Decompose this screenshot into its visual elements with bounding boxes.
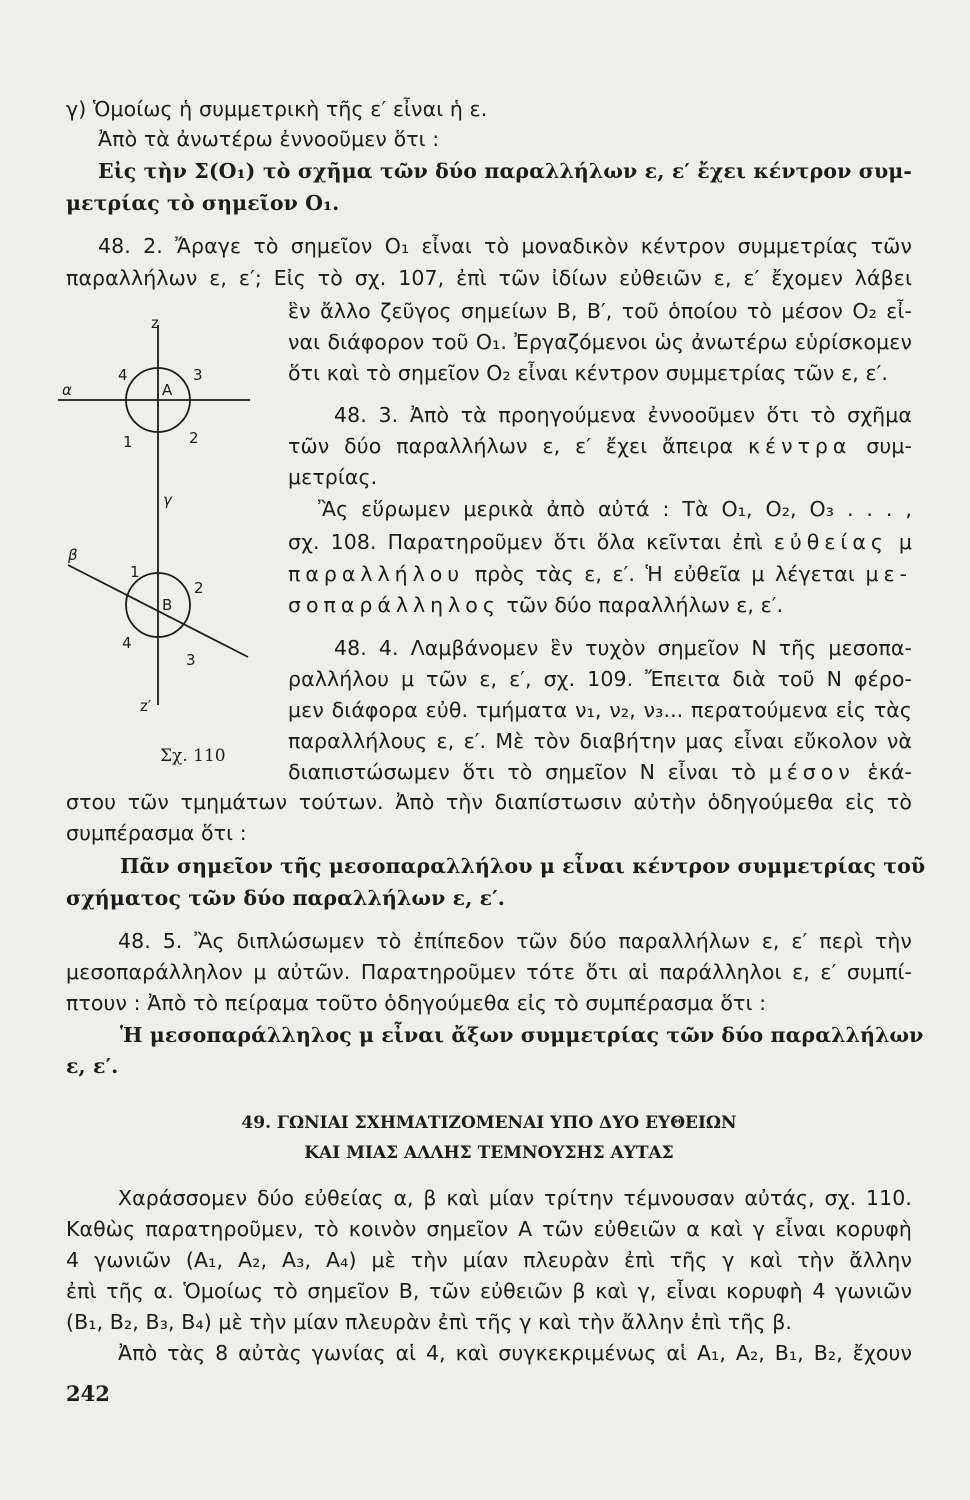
text-run: συμ- bbox=[851, 434, 913, 458]
text-line: στου τῶν τμημάτων τούτων. Ἀπὸ τὴν διαπίστωσιν αὐτὴν ὁδηγούμεθα εἰς τὸ bbox=[66, 790, 912, 814]
figure-110-diagram bbox=[50, 305, 280, 745]
text-line: ὅτι καὶ τὸ σημεῖον Ο₂ εἶναι κέντρον συμμετρίας τῶν ε, ε′. bbox=[288, 361, 889, 385]
text-line bbox=[288, 433, 912, 459]
spaced-term: μέσον bbox=[768, 760, 855, 784]
page-number: 242 bbox=[66, 1381, 110, 1406]
text-line: Χαράσσομεν δύο εὐθείας α, β καὶ μίαν τρίτην τέμνουσαν αὐτάς, σχ. 110. bbox=[118, 1186, 912, 1210]
text-run: σχ. 108. Παρατηροῦμεν ὅτι ὅλα κεῖνται ἐπὶ bbox=[288, 530, 774, 554]
section-48-2-line: 48. 2. Ἄραγε τὸ σημεῖον Ο₁ εἶναι τὸ μοναδικὸν κέντρον συμμετρίας τῶν bbox=[98, 234, 912, 258]
label-a2: 2 bbox=[189, 429, 199, 447]
text-line: ἐπὶ τῆς α. Ὁμοίως τὸ σημεῖον Β, τῶν εὐθειῶν β καὶ γ, εἶναι κορυφὴ 4 γωνιῶν bbox=[66, 1279, 912, 1303]
theorem-line: Πᾶν σημεῖον τῆς μεσοπαραλλήλου μ εἶναι κέντρον συμμετρίας τοῦ bbox=[120, 854, 926, 878]
section-48-4-line: 48. 4. Λαμβάνομεν ἓν τυχὸν σημεῖον Ν τῆς μεσοπα- bbox=[334, 636, 912, 660]
text-line: ναι διάφορον τοῦ Ο₁. Ἐργαζόμενοι ὡς ἀνωτέρω εὑρίσκομεν bbox=[288, 330, 912, 354]
section-49-heading: ΚΑΙ ΜΙΑΣ ΑΛΛΗΣ ΤΕΜΝΟΥΣΗΣ ΑΥΤΑΣ bbox=[304, 1143, 674, 1163]
spaced-term: κέντρα bbox=[747, 434, 852, 458]
theorem-line: Ἡ μεσοπαράλληλος μ εἶναι ἄξων συμμετρίας τῶν δύο παραλλήλων bbox=[120, 1023, 924, 1047]
theorem-line: ε, ε′. bbox=[66, 1054, 119, 1078]
text-line: παραλλήλους ε, ε′. Μὲ τὸν διαβήτην μας εἶναι εὔκολον νὰ bbox=[288, 729, 912, 753]
label-z-bottom: z′ bbox=[140, 697, 152, 715]
text-line bbox=[288, 561, 912, 587]
text-line: 4 γωνιῶν (Α₁, Α₂, Α₃, Α₄) μὲ τὴν μίαν πλευρὰν ἐπὶ τῆς γ καὶ τὴν ἄλλην bbox=[66, 1248, 912, 1272]
text-line bbox=[288, 529, 912, 555]
label-a4: 4 bbox=[118, 366, 128, 384]
label-alpha: α bbox=[62, 381, 72, 399]
label-beta: β bbox=[68, 546, 78, 564]
label-b4: 4 bbox=[122, 634, 132, 652]
label-b2: 2 bbox=[194, 579, 204, 597]
label-point-a: A bbox=[162, 381, 173, 399]
theorem-line: μετρίας τὸ σημεῖον Ο₁. bbox=[66, 191, 340, 215]
text-run: ἑκά- bbox=[854, 760, 912, 784]
text-line: ραλλήλου μ τῶν ε, ε′, σχ. 109. Ἔπειτα διὰ τοῦ Ν φέρο- bbox=[288, 667, 912, 691]
text-line: γ) Ὁμοίως ἡ συμμετρικὴ τῆς ε′ εἶναι ἡ ε. bbox=[66, 97, 488, 121]
spaced-term: παραλλήλου bbox=[288, 562, 465, 586]
label-b1: 1 bbox=[130, 563, 140, 581]
text-run: διαπιστώσωμεν ὅτι τὸ σημεῖον Ν εἶναι τὸ bbox=[288, 760, 769, 784]
text-line: Ἂς εὕρωμεν μερικὰ ἀπὸ αὐτά : Τὰ Ο₁, Ο₂, Ο₃ . . . , bbox=[318, 497, 912, 521]
section-48-5-line: 48. 5. Ἂς διπλώσωμεν τὸ ἐπίπεδον τῶν δύο παραλλήλων ε, ε′ περὶ τὴν bbox=[118, 929, 912, 953]
theorem-line: σχήματος τῶν δύο παραλλήλων ε, ε′. bbox=[66, 886, 505, 910]
text-line bbox=[288, 592, 912, 618]
section-48-3-line: 48. 3. Ἀπὸ τὰ προηγούμενα ἐννοοῦμεν ὅτι τὸ σχῆμα bbox=[334, 403, 912, 427]
text-line: Καθὼς παρατηροῦμεν, τὸ κοινὸν σημεῖον Α τῶν εὐθειῶν α καὶ γ εἶναι κορυφὴ bbox=[66, 1217, 912, 1241]
label-z-top: z bbox=[151, 314, 159, 332]
text-line bbox=[288, 759, 912, 785]
label-a1: 1 bbox=[123, 433, 133, 451]
text-run: τῶν δύο παραλλήλων ε, ε′ ἔχει ἄπειρα bbox=[288, 434, 748, 458]
spaced-term: σοπαράλληλος bbox=[288, 593, 500, 617]
label-point-b: B bbox=[162, 596, 173, 614]
text-line: ἓν ἄλλο ζεῦγος σημείων Β, Β′, τοῦ ὁποίου τὸ μέσον Ο₂ εἶ- bbox=[288, 299, 912, 323]
label-a3: 3 bbox=[193, 366, 203, 384]
text-line: μετρίας. bbox=[288, 465, 378, 489]
text-run: τῶν δύο παραλλήλων ε, ε′. bbox=[499, 593, 784, 617]
figure-caption: Σχ. 110 bbox=[160, 746, 226, 766]
theorem-line: Εἰς τὴν Σ(Ο₁) τὸ σχῆμα τῶν δύο παραλλήλων ε, ε′ ἔχει κέντρον συμ- bbox=[98, 159, 912, 183]
text-line: μεν διάφορα εὐθ. τμήματα ν₁, ν₂, ν₃... περατούμενα εἰς τὰς bbox=[288, 698, 912, 722]
spaced-term: με- bbox=[865, 562, 912, 586]
text-run: μ bbox=[887, 530, 912, 554]
text-line: (Β₁, Β₂, Β₃, Β₄) μὲ τὴν μίαν πλευρὰν ἐπὶ τῆς γ καὶ τὴν ἄλλην ἐπὶ τῆς β. bbox=[66, 1310, 793, 1334]
label-b3: 3 bbox=[186, 651, 196, 669]
text-line: μεσοπαράλληλον μ αὐτῶν. Παρατηροῦμεν τότε ὅτι αἱ παράλληλοι ε, ε′ συμπί- bbox=[66, 960, 912, 984]
spaced-term: εὐθείας bbox=[773, 530, 888, 554]
text-line: Ἀπὸ τὰ ἀνωτέρω ἐννοοῦμεν ὅτι : bbox=[98, 127, 440, 151]
label-gamma: γ bbox=[163, 491, 172, 509]
text-line: πτουν : Ἀπὸ τὸ πείραμα τοῦτο ὁδηγούμεθα εἰς τὸ συμπέρασμα ὅτι : bbox=[66, 991, 767, 1015]
text-run: πρὸς τὰς ε, ε′. Ἡ εὐθεῖα μ λέγεται bbox=[464, 562, 866, 586]
section-49-heading: 49. ΓΩΝΙΑΙ ΣΧΗΜΑΤΙΖΟΜΕΝΑΙ ΥΠΟ ΔΥΟ ΕΥΘΕΙΩΝ bbox=[241, 1113, 737, 1133]
text-line: παραλλήλων ε, ε′; Εἰς τὸ σχ. 107, ἐπὶ τῶν ἰδίων εὐθειῶν ε, ε′ ἔχομεν λάβει bbox=[66, 266, 912, 290]
text-line: Ἀπὸ τὰς 8 αὐτὰς γωνίας αἱ 4, καὶ συγκεκριμένως αἱ Α₁, Α₂, Β₁, Β₂, ἔχουν bbox=[118, 1341, 912, 1365]
text-line: συμπέρασμα ὅτι : bbox=[66, 821, 247, 845]
